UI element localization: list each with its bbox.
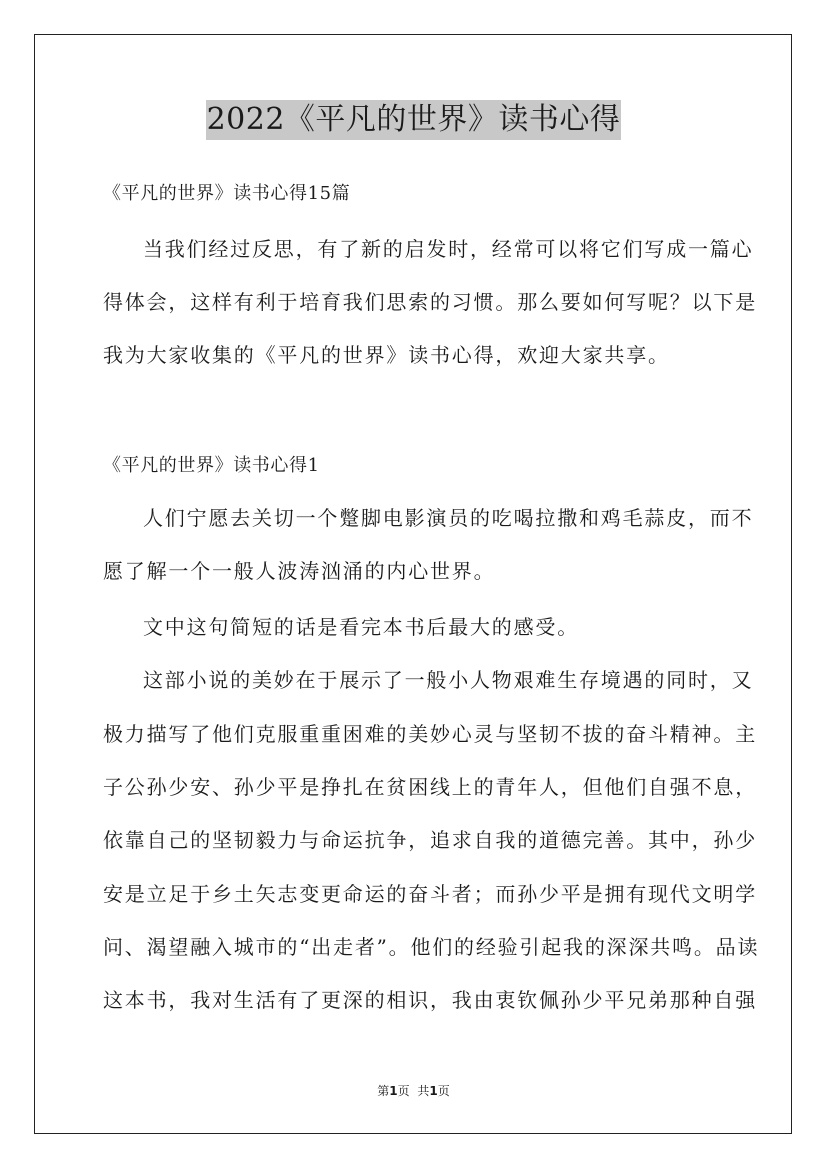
total-label-prefix: 共 bbox=[417, 1084, 430, 1098]
body-line-4: 这部小说的美妙在于展示了一般小人物艰难生存境遇的同时，又 bbox=[143, 668, 754, 692]
document-subtitle: 《平凡的世界》读书心得15篇 bbox=[103, 183, 351, 204]
page-footer bbox=[0, 1083, 827, 1099]
page-label-prefix: 第 bbox=[377, 1084, 390, 1098]
body-line-3: 文中这句简短的话是看完本书后最大的感受。 bbox=[143, 615, 579, 639]
body-line-1: 人们宁愿去关切一个蹩脚电影演员的吃喝拉撒和鸡毛蒜皮，而不 bbox=[143, 506, 754, 530]
body-line-8: 安是立足于乡土矢志变更命运的奋斗者；而孙少平是拥有现代文明学 bbox=[103, 882, 757, 906]
title-container bbox=[0, 100, 827, 140]
total-pages: 1 bbox=[429, 1084, 438, 1098]
body-line-10: 这本书，我对生活有了更深的相识，我由衷钦佩孙少平兄弟那种自强 bbox=[103, 988, 757, 1012]
intro-line-1: 当我们经过反思，有了新的启发时，经常可以将它们写成一篇心 bbox=[143, 237, 754, 261]
body-line-2: 愿了解一个一般人波涛汹涌的内心世界。 bbox=[103, 559, 496, 583]
page-label-suffix: 页 bbox=[397, 1084, 410, 1098]
body-line-9: 问、渴望融入城市的“出走者”。他们的经验引起我的深深共鸣。品读 bbox=[103, 935, 760, 959]
intro-line-2: 得体会，这样有利于培育我们思索的习惯。那么要如何写呢？以下是 bbox=[103, 290, 757, 314]
body-line-6: 子公孙少安、孙少平是挣扎在贫困线上的青年人，但他们自强不息， bbox=[103, 775, 757, 799]
total-label-suffix: 页 bbox=[437, 1084, 450, 1098]
body-line-7: 依靠自己的坚韧毅力与命运抗争，追求自我的道德完善。其中，孙少 bbox=[103, 828, 757, 852]
page-number: 1 bbox=[389, 1084, 398, 1098]
document-title: 2022《平凡的世界》读书心得 bbox=[206, 100, 622, 140]
section-heading: 《平凡的世界》读书心得1 bbox=[103, 455, 320, 476]
intro-line-3: 我为大家收集的《平凡的世界》读书心得，欢迎大家共享。 bbox=[103, 343, 670, 367]
body-line-5: 极力描写了他们克服重重困难的美妙心灵与坚韧不拔的奋斗精神。主 bbox=[103, 722, 757, 746]
